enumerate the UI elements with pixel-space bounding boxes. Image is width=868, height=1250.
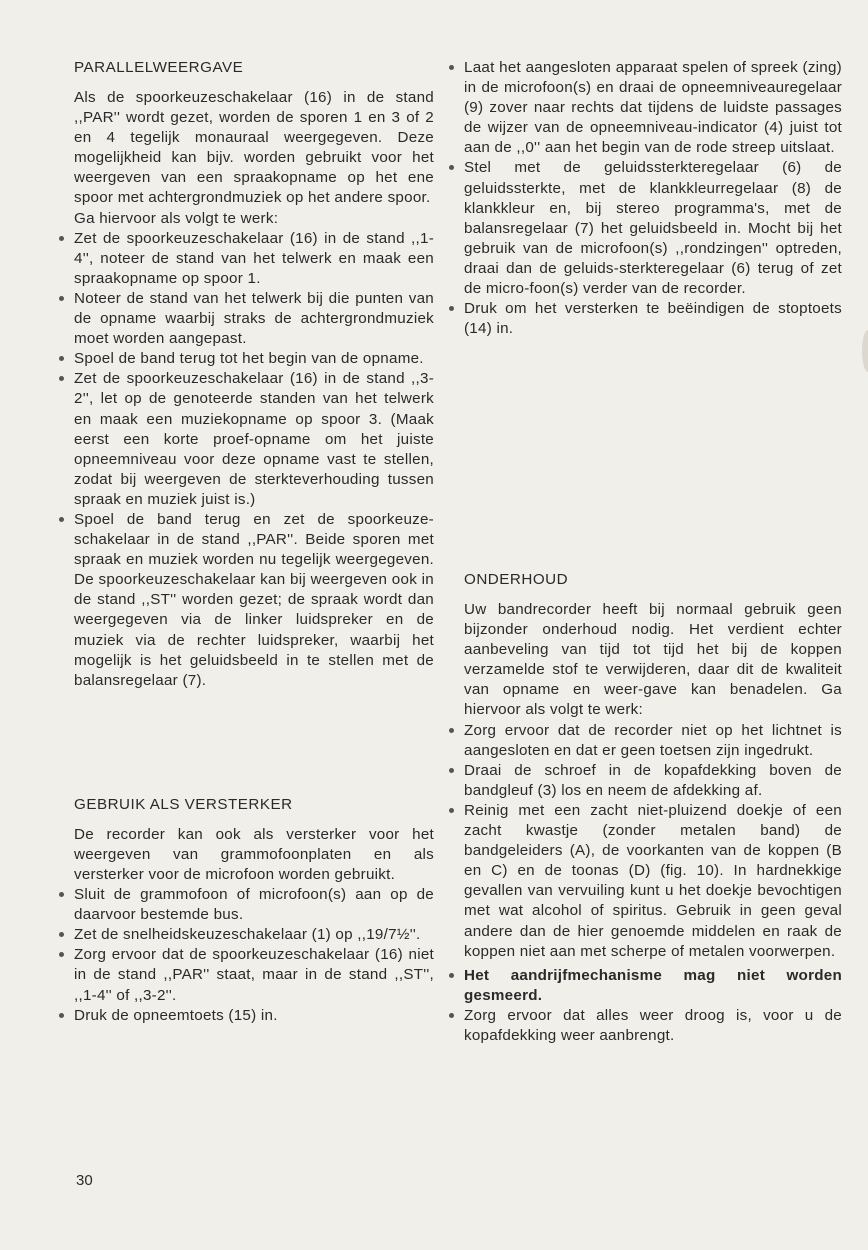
paragraph-lead: Ga hiervoor als volgt te werk: (74, 209, 279, 227)
list-item: Druk om het versterken te beëindigen de stoptoets (14) in. (452, 299, 842, 339)
section-versterker (62, 795, 434, 1026)
bullet-icon (449, 973, 454, 978)
section-parallelweergave (62, 58, 434, 691)
bullet-icon (449, 1013, 454, 1018)
bullet-icon (59, 296, 64, 301)
list-item: Druk de opneemtoets (15) in. (62, 1006, 434, 1026)
list-onderhoud-steps (452, 721, 842, 1047)
left-column (62, 58, 434, 1026)
bullet-icon (59, 1013, 64, 1018)
list-item: Noteer de stand van het telwerk bij die punten van de opname waarbij straks de achtergrondmuziek moet worden aangepast. (62, 289, 434, 349)
list-item: Zet de spoorkeuzeschakelaar (16) in de stand ,,1-4'', noteer de stand van het telwerk en maak een spraakopname op spoor 1. (62, 229, 434, 289)
right-column (452, 58, 842, 1044)
list-item: Draai de schroef in de kopafdekking boven de bandgleuf (3) los en neem de afdekking af. (452, 761, 842, 801)
list-item: Spoel de band terug tot het begin van de opname. (62, 349, 434, 369)
list-item: Spoel de band terug en zet de spoorkeuze-schakelaar in de stand ,,PAR''. Beide sporen met spraak en muziek worden nu tegelijk weergegeven. De spoorkeuzeschakelaar kan bij weergeven ook in de stand ,,ST'' worden gezet; de spraak wordt dan weergegeven via de linker luidspreker en de muziek via de rechter luidspreker, waarbij het mogelijk is het geluidsbeeld in te stellen met de balansregelaar (7). (62, 510, 434, 691)
bullet-icon (449, 65, 454, 70)
bullet-icon (449, 808, 454, 813)
heading-onderhoud: ONDERHOUD (464, 571, 569, 588)
list-versterker-steps (62, 885, 434, 1026)
bullet-icon (59, 952, 64, 957)
bullet-icon (59, 236, 64, 241)
bullet-icon (449, 165, 454, 170)
bullet-icon (59, 517, 64, 522)
bullet-icon (449, 728, 454, 733)
heading-versterker: GEBRUIK ALS VERSTERKER (74, 795, 293, 813)
page-edge-mark (862, 330, 868, 372)
list-item: Zorg ervoor dat alles weer droog is, voor u de kopafdekking weer aanbrengt. (452, 1006, 842, 1046)
section-onderhoud (452, 570, 842, 1046)
list-item: Sluit de grammofoon of microfoon(s) aan op de daarvoor bestemde bus. (62, 885, 434, 925)
paragraph-intro: Als de spoorkeuzeschakelaar (16) in de stand ,,PAR'' wordt gezet, worden de sporen 1 en 3 of 2 en 4 tegelijk monauraal weergegeven. Deze mogelijkheid kan bijv. worden gebruikt voor het weergeven van een spraakopname op het ene spoor met achtergrondmuziek op het andere spoor. (74, 89, 434, 207)
bullet-icon (59, 932, 64, 937)
list-item: Zorg ervoor dat de recorder niet op het lichtnet is aangesloten en dat er geen toetsen zijn ingedrukt. (452, 721, 842, 761)
bullet-icon (59, 356, 64, 361)
list-parallel-steps (62, 229, 434, 691)
list-item: Zet de spoorkeuzeschakelaar (16) in de stand ,,3-2'', let op de genoteerde standen van het telwerk en maak een muziekopname op spoor 3. (Maak eerst een korte proef-opname om het juiste opneemniveau voor deze opname vast te stellen, zodat bij weergeven de sterkteverhouding tussen spraak en muziek juist is.) (62, 369, 434, 510)
list-item: Reinig met een zacht niet-pluizend doekje of een zacht kwastje (zonder metalen band) de bandgeleiders (A), de voorkanten van de koppen (B en C) en de toonas (D) (fig. 10). In hardnekkige gevallen van vervuiling kunt u het doekje bevochtigen met wat alcohol of spiritus. Gebruik in geen geval andere dan de hier genoemde middelen en raak de koppen niet aan met scherpe of metalen voorwerpen. (452, 801, 842, 962)
paragraph-onderhoud-intro: Uw bandrecorder heeft bij normaal gebruik geen bijzonder onderhoud nodig. Het verdient echter aanbeveling van tijd tot tijd het bij de koppen verzamelde stof te verwijderen, daar dit de kwaliteit van opname en weer-gave kan benadelen. Ga hiervoor als volgt te werk: (464, 601, 842, 719)
paragraph-versterker-intro: De recorder kan ook als versterker voor het weergeven van grammofoonplaten en als versterker voor de microfoon worden gebruikt. (74, 825, 434, 883)
page-number: 30 (76, 1172, 93, 1189)
list-item: Stel met de geluidssterkteregelaar (6) de geluidssterkte, met de klankkleurregelaar (8) de klankkleur en, bij stereo programma's, met de balansregelaar (7) het geluidsbeeld in. Mocht bij het gebruik van de microfoon(s) ,,rondzingen'' optreden, draai dan de geluids-sterkteregelaar (6) terug of zet de micro-foon(s) verder van de recorder. (452, 158, 842, 299)
list-item: Laat het aangesloten apparaat spelen of spreek (zing) in de microfoon(s) en draai de opneemniveauregelaar (9) zover naar rechts dat tijdens de luidste passages de wijzer van de opneemniveau-indicator (4) juist tot aan de ,,0'' aan het begin van de rode streep uitslaat. (452, 58, 842, 158)
list-item: Zorg ervoor dat de spoorkeuzeschakelaar (16) niet in de stand ,,PAR'' staat, maar in de stand ,,ST'', ,,1-4'' of ,,3-2''. (62, 945, 434, 1005)
list-item-warning: Het aandrijfmechanisme mag niet worden gesmeerd. (452, 966, 842, 1006)
bullet-icon (59, 892, 64, 897)
list-versterker-continued (452, 58, 842, 339)
bullet-icon (449, 306, 454, 311)
list-item: Zet de snelheidskeuzeschakelaar (1) op ,,19/7½''. (62, 925, 434, 945)
bullet-icon (59, 376, 64, 381)
bullet-icon (449, 768, 454, 773)
heading-parallelweergave: PARALLELWEERGAVE (74, 59, 244, 76)
